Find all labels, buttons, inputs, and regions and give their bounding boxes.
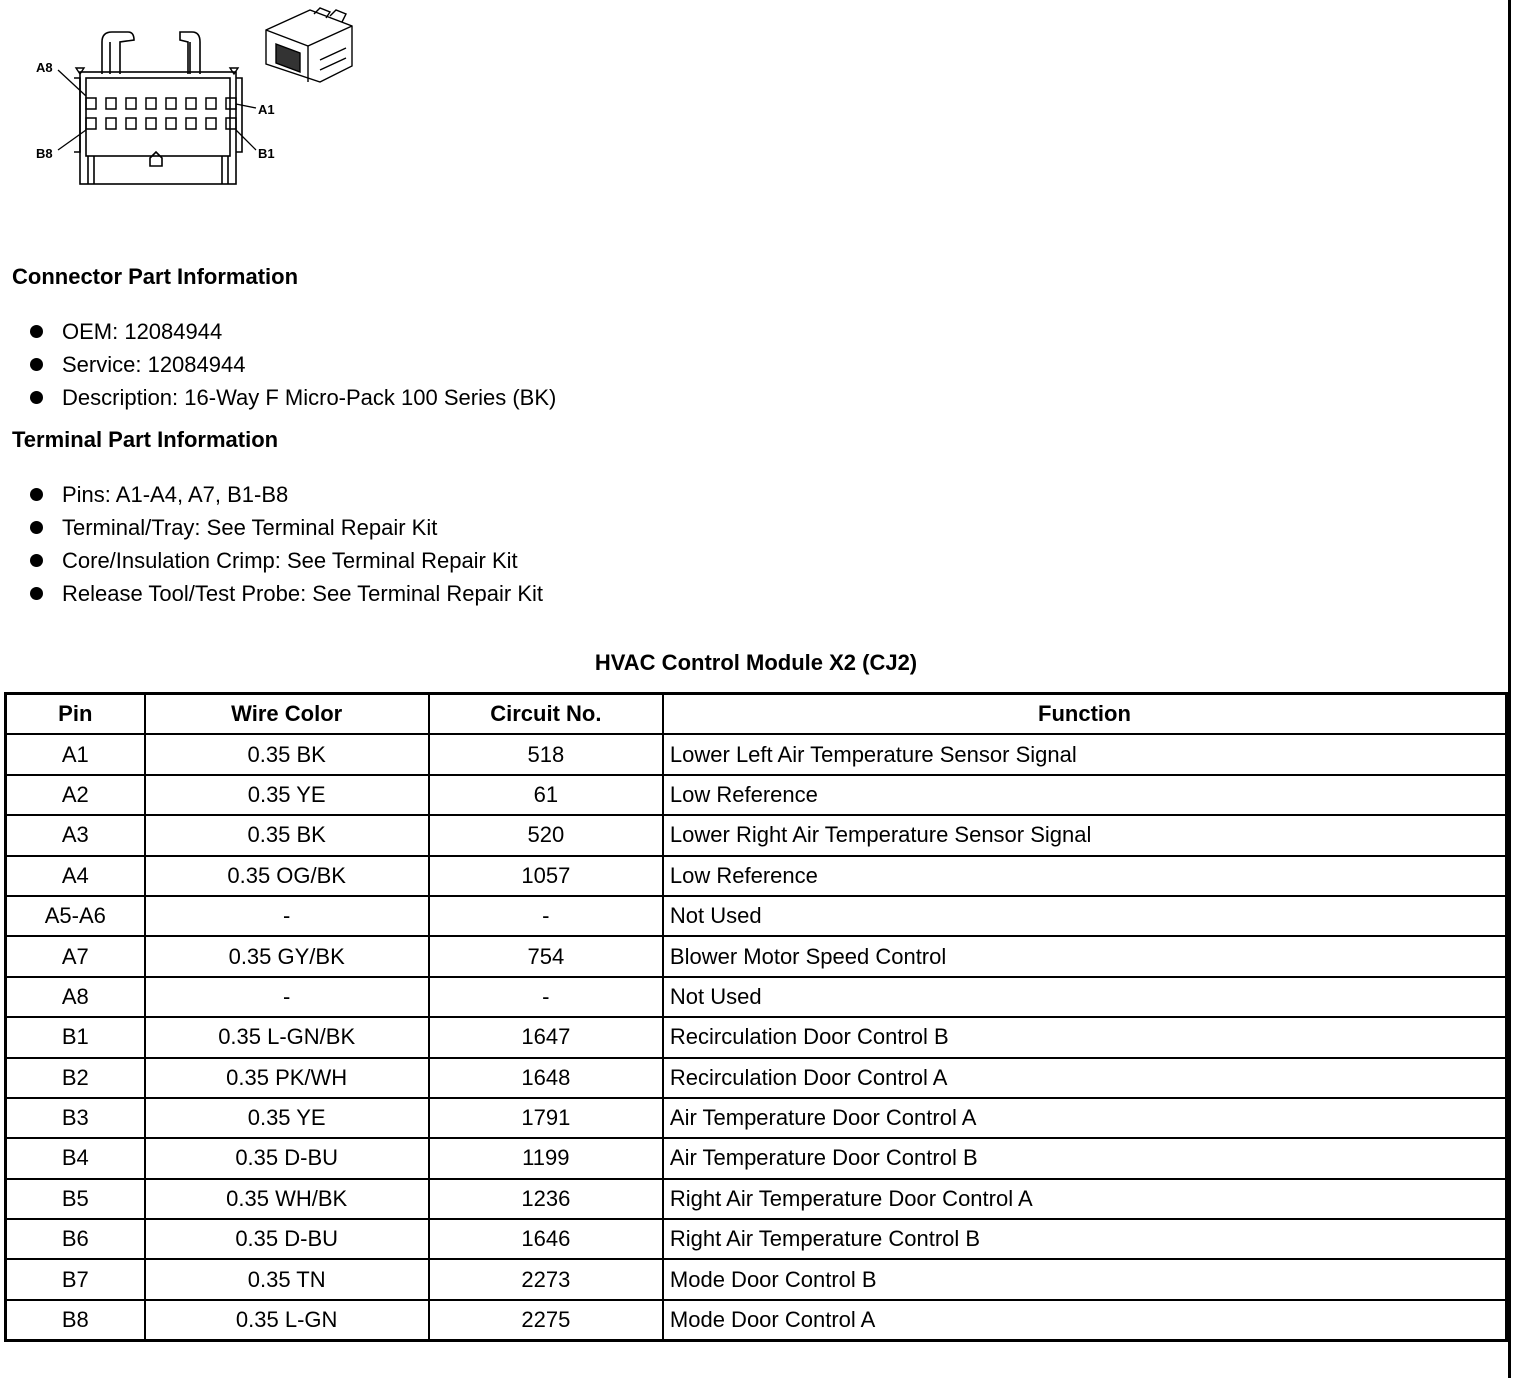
cell-wire-color: 0.35 PK/WH [145, 1058, 429, 1098]
cell-function: Not Used [663, 977, 1507, 1017]
table-row [6, 856, 1507, 896]
cell-pin: A4 [6, 856, 145, 896]
cell-pin: B2 [6, 1058, 145, 1098]
cell-circuit-no: 1199 [429, 1138, 663, 1178]
bullet-icon [30, 521, 43, 534]
cell-function: Low Reference [663, 775, 1507, 815]
cell-circuit-no: 1646 [429, 1219, 663, 1259]
label-b1: B1 [258, 146, 275, 161]
cell-circuit-no: 61 [429, 775, 663, 815]
cell-pin: B5 [6, 1179, 145, 1219]
cell-circuit-no: - [429, 977, 663, 1017]
cell-circuit-no: 1648 [429, 1058, 663, 1098]
cell-function: Air Temperature Door Control B [663, 1138, 1507, 1178]
pinout-table [4, 692, 1508, 1342]
cell-pin: B4 [6, 1138, 145, 1178]
cell-function: Lower Left Air Temperature Sensor Signal [663, 734, 1507, 774]
list-item: Pins: A1-A4, A7, B1-B8 [0, 478, 543, 511]
cell-function: Right Air Temperature Control B [663, 1219, 1507, 1259]
table-row [6, 936, 1507, 976]
cell-circuit-no: 1791 [429, 1098, 663, 1138]
cell-wire-color: 0.35 WH/BK [145, 1179, 429, 1219]
cell-wire-color: 0.35 GY/BK [145, 936, 429, 976]
page-right-border [1508, 0, 1511, 1378]
connector-iso-image [266, 8, 352, 82]
cell-circuit-no: 2275 [429, 1300, 663, 1341]
cell-circuit-no: 518 [429, 734, 663, 774]
header-function: Function [663, 694, 1507, 735]
terminal-info-heading: Terminal Part Information [12, 427, 279, 452]
cell-wire-color: 0.35 YE [145, 775, 429, 815]
cell-pin: A5-A6 [6, 896, 145, 936]
cell-function: Recirculation Door Control A [663, 1058, 1507, 1098]
list-item: OEM: 12084944 [0, 315, 556, 348]
cell-wire-color: 0.35 L-GN/BK [145, 1017, 429, 1057]
connector-info-heading: Connector Part Information [12, 264, 299, 289]
cell-circuit-no: 2273 [429, 1259, 663, 1299]
table-row [6, 977, 1507, 1017]
label-a1: A1 [258, 102, 275, 117]
cell-circuit-no: 520 [429, 815, 663, 855]
cell-wire-color: - [145, 896, 429, 936]
cell-wire-color: 0.35 BK [145, 815, 429, 855]
cell-wire-color: 0.35 OG/BK [145, 856, 429, 896]
cell-circuit-no: - [429, 896, 663, 936]
terminal-info-list [0, 478, 543, 610]
header-circuit-no: Circuit No. [429, 694, 663, 735]
list-item: Release Tool/Test Probe: See Terminal Repair Kit [0, 577, 543, 610]
list-item: Description: 16-Way F Micro-Pack 100 Series (BK) [0, 381, 556, 414]
bullet-icon [30, 554, 43, 567]
cell-wire-color: 0.35 BK [145, 734, 429, 774]
cell-pin: A3 [6, 815, 145, 855]
cell-wire-color: 0.35 L-GN [145, 1300, 429, 1341]
table-header-row [6, 694, 1507, 735]
table-row [6, 815, 1507, 855]
cell-pin: A7 [6, 936, 145, 976]
table-row [6, 1017, 1507, 1057]
bullet-icon [30, 391, 43, 404]
cell-function: Low Reference [663, 856, 1507, 896]
label-a8: A8 [36, 60, 53, 75]
cell-pin: B3 [6, 1098, 145, 1138]
cell-pin: A2 [6, 775, 145, 815]
table-row [6, 1179, 1507, 1219]
cell-wire-color: 0.35 TN [145, 1259, 429, 1299]
cell-circuit-no: 754 [429, 936, 663, 976]
cell-pin: B6 [6, 1219, 145, 1259]
label-b8: B8 [36, 146, 53, 161]
table-row [6, 1300, 1507, 1341]
list-item: Core/Insulation Crimp: See Terminal Repair Kit [0, 544, 543, 577]
table-row [6, 1058, 1507, 1098]
cell-function: Not Used [663, 896, 1507, 936]
table-row [6, 775, 1507, 815]
cell-pin: B8 [6, 1300, 145, 1341]
list-item: Service: 12084944 [0, 348, 556, 381]
bullet-icon [30, 488, 43, 501]
connector-diagram [30, 0, 370, 195]
cell-function: Blower Motor Speed Control [663, 936, 1507, 976]
cell-circuit-no: 1236 [429, 1179, 663, 1219]
cell-pin: B1 [6, 1017, 145, 1057]
list-item: Terminal/Tray: See Terminal Repair Kit [0, 511, 543, 544]
table-row [6, 896, 1507, 936]
table-row [6, 1098, 1507, 1138]
cell-pin: B7 [6, 1259, 145, 1299]
table-title: HVAC Control Module X2 (CJ2) [594, 650, 918, 675]
header-wire-color: Wire Color [145, 694, 429, 735]
cell-function: Air Temperature Door Control A [663, 1098, 1507, 1138]
table-row [6, 1219, 1507, 1259]
header-pin: Pin [6, 694, 145, 735]
cell-function: Recirculation Door Control B [663, 1017, 1507, 1057]
bullet-icon [30, 325, 43, 338]
cell-wire-color: - [145, 977, 429, 1017]
table-row [6, 1138, 1507, 1178]
cell-function: Right Air Temperature Door Control A [663, 1179, 1507, 1219]
connector-info-list [0, 315, 556, 414]
table-row [6, 1259, 1507, 1299]
cell-pin: A1 [6, 734, 145, 774]
cell-wire-color: 0.35 D-BU [145, 1138, 429, 1178]
bullet-icon [30, 358, 43, 371]
cell-function: Mode Door Control A [663, 1300, 1507, 1341]
bullet-icon [30, 587, 43, 600]
table-row [6, 734, 1507, 774]
cell-pin: A8 [6, 977, 145, 1017]
cell-circuit-no: 1057 [429, 856, 663, 896]
cell-function: Mode Door Control B [663, 1259, 1507, 1299]
cell-circuit-no: 1647 [429, 1017, 663, 1057]
cell-wire-color: 0.35 YE [145, 1098, 429, 1138]
cell-wire-color: 0.35 D-BU [145, 1219, 429, 1259]
cell-function: Lower Right Air Temperature Sensor Signal [663, 815, 1507, 855]
